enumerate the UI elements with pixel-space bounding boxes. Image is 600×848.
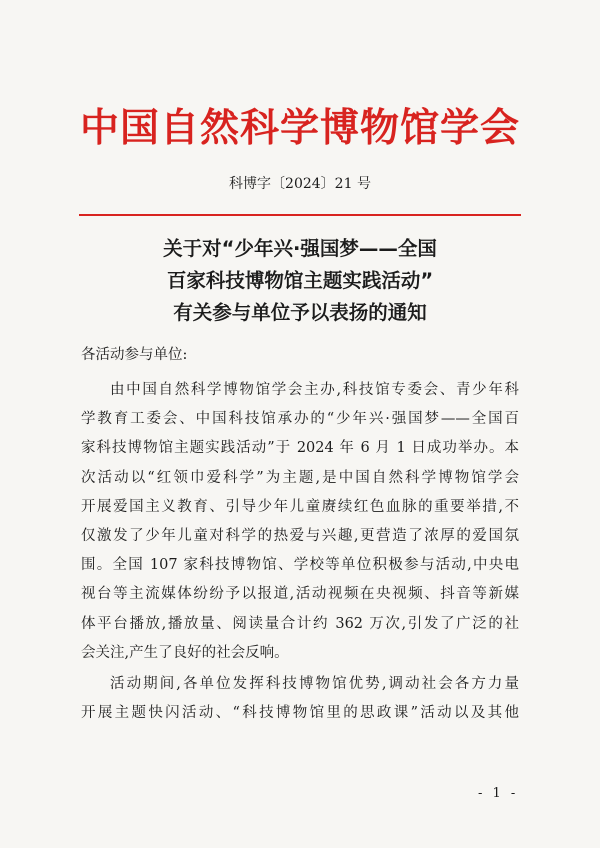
body-line: 体平台播放,播放量、阅读量合计约 362 万次,引发了广泛的社 — [81, 615, 519, 632]
title-line: 百家科技博物馆主题实践活动” — [166, 269, 434, 292]
body-line: 视台等主流媒体纷纷予以报道,活动视频在央视频、抖音等新媒 — [81, 586, 519, 603]
body-text — [81, 376, 519, 728]
title-line: 有关参与单位予以表扬的通知 — [173, 301, 427, 324]
body-line: 围。全国 107 家科技博物馆、学校等单位积极参与活动,中央电 — [81, 557, 519, 574]
body-line: 开展主题快闪活动、“科技博物馆里的思政课”活动以及其他 — [81, 705, 519, 722]
body-line: 家科技博物馆主题实践活动”于 2024 年 6 月 1 日成功举办。本 — [81, 440, 519, 457]
page-number: - 1 - — [478, 786, 519, 801]
body-line: 次活动以“红领巾爱科学”为主题,是中国自然科学博物馆学会 — [81, 469, 519, 486]
body-line: 活动期间,各单位发挥科技博物馆优势,调动社会各方力量 — [110, 676, 519, 693]
document-number: 科博字〔2024〕21 号 — [229, 176, 371, 192]
red-divider-line — [79, 214, 521, 216]
body-line: 由中国自然科学博物馆学会主办,科技馆专委会、青少年科 — [110, 382, 519, 398]
organization-header: 中国自然科学博物馆学会 — [79, 106, 520, 151]
title-line: 关于对“少年兴·强国梦——全国 — [163, 237, 437, 260]
body-line: 会关注,产生了良好的社会反响。 — [81, 644, 289, 661]
notice-title — [0, 233, 600, 329]
body-line: 开展爱国主义教育、引导少年儿童赓续红色血脉的重要举措,不 — [81, 498, 519, 515]
salutation: 各活动参与单位: — [81, 347, 188, 363]
body-line: 仅激发了少年儿童对科学的热爱与兴趣,更营造了浓厚的爱国氛 — [81, 528, 519, 545]
body-line: 学教育工委会、中国科技馆承办的“少年兴·强国梦——全国百 — [81, 411, 519, 428]
